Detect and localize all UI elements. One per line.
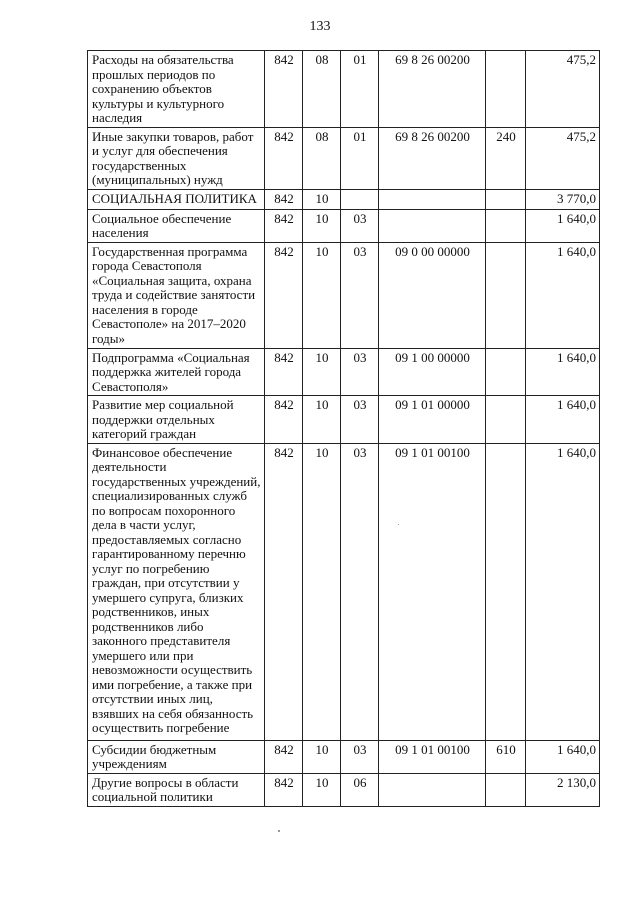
row-pr: 03	[341, 348, 379, 396]
table-row	[88, 773, 600, 806]
table-row	[88, 740, 600, 773]
row-sum: 1 640,0	[526, 443, 600, 740]
table-row	[88, 209, 600, 242]
scan-speck	[398, 524, 399, 525]
row-csr: 09 1 01 00100	[379, 443, 486, 740]
row-vr	[486, 773, 526, 806]
row-rz: 10	[303, 396, 341, 444]
row-ved: 842	[265, 773, 303, 806]
row-pr: 03	[341, 740, 379, 773]
row-name: Социальное обеспечение населения	[88, 209, 265, 242]
row-ved: 842	[265, 127, 303, 189]
row-vr	[486, 242, 526, 348]
row-ved: 842	[265, 740, 303, 773]
row-pr: 01	[341, 51, 379, 128]
row-csr	[379, 189, 486, 209]
table-row	[88, 396, 600, 444]
row-rz: 10	[303, 773, 341, 806]
table-row	[88, 127, 600, 189]
row-pr: 06	[341, 773, 379, 806]
row-vr: 610	[486, 740, 526, 773]
budget-table-body	[88, 51, 600, 807]
row-pr	[341, 189, 379, 209]
row-csr: 09 1 01 00100	[379, 740, 486, 773]
row-csr: 69 8 26 00200	[379, 51, 486, 128]
row-name: СОЦИАЛЬНАЯ ПОЛИТИКА	[88, 189, 265, 209]
row-csr: 09 1 01 00000	[379, 396, 486, 444]
row-name: Подпрограмма «Социальная поддержка жителей города Севастополя»	[88, 348, 265, 396]
row-ved: 842	[265, 189, 303, 209]
row-name: Иные закупки товаров, работ и услуг для обеспечения государственных (муниципальных) нужд	[88, 127, 265, 189]
row-name: Другие вопросы в области социальной политики	[88, 773, 265, 806]
row-ved: 842	[265, 51, 303, 128]
table-row	[88, 51, 600, 128]
row-rz: 10	[303, 443, 341, 740]
row-pr: 03	[341, 242, 379, 348]
row-rz: 08	[303, 51, 341, 128]
row-pr: 03	[341, 209, 379, 242]
table-row	[88, 189, 600, 209]
row-rz: 10	[303, 209, 341, 242]
row-rz: 10	[303, 242, 341, 348]
scan-speck	[278, 830, 280, 832]
row-sum: 475,2	[526, 127, 600, 189]
row-ved: 842	[265, 396, 303, 444]
row-pr: 03	[341, 396, 379, 444]
row-name: Расходы на обязательства прошлых периодов по сохранению объектов культуры и культурного наследия	[88, 51, 265, 128]
row-rz: 10	[303, 189, 341, 209]
page-number: 133	[309, 19, 331, 34]
row-vr	[486, 51, 526, 128]
row-csr: 69 8 26 00200	[379, 127, 486, 189]
row-vr	[486, 396, 526, 444]
row-vr	[486, 209, 526, 242]
row-vr	[486, 348, 526, 396]
row-sum: 3 770,0	[526, 189, 600, 209]
row-ved: 842	[265, 209, 303, 242]
row-pr: 01	[341, 127, 379, 189]
row-sum: 2 130,0	[526, 773, 600, 806]
row-csr: 09 1 00 00000	[379, 348, 486, 396]
budget-table	[87, 50, 600, 807]
row-ved: 842	[265, 242, 303, 348]
row-name: Субсидии бюджетным учреждениям	[88, 740, 265, 773]
row-rz: 08	[303, 127, 341, 189]
row-sum: 1 640,0	[526, 348, 600, 396]
row-ved: 842	[265, 443, 303, 740]
table-row	[88, 242, 600, 348]
row-rz: 10	[303, 348, 341, 396]
row-vr: 240	[486, 127, 526, 189]
row-sum: 1 640,0	[526, 396, 600, 444]
row-pr: 03	[341, 443, 379, 740]
row-name: Развитие мер социальной поддержки отдельных категорий граждан	[88, 396, 265, 444]
row-sum: 1 640,0	[526, 740, 600, 773]
row-rz: 10	[303, 740, 341, 773]
row-vr	[486, 189, 526, 209]
row-sum: 1 640,0	[526, 242, 600, 348]
row-sum: 1 640,0	[526, 209, 600, 242]
table-row	[88, 348, 600, 396]
row-csr	[379, 773, 486, 806]
row-ved: 842	[265, 348, 303, 396]
table-row	[88, 443, 600, 740]
row-csr	[379, 209, 486, 242]
row-sum: 475,2	[526, 51, 600, 128]
row-vr	[486, 443, 526, 740]
row-name: Финансовое обеспечение деятельности государственных учреждений, специализированных служб по вопросам похоронного дела в части услуг, предоставляемых согласно гарантированному перечню услуг по погребению граждан, при отсутствии у умершего супруга, близких родственников, иных родственников либо законного представителя умершего или при невозможности осуществить ими погребение, а также при отсутствии иных лиц, взявших на себя обязанность осуществить погребение	[88, 443, 265, 740]
row-csr: 09 0 00 00000	[379, 242, 486, 348]
row-name: Государственная программа города Севастополя «Социальная защита, охрана труда и содействие занятости населения в городе Севастополе» на 2017–2020 годы»	[88, 242, 265, 348]
